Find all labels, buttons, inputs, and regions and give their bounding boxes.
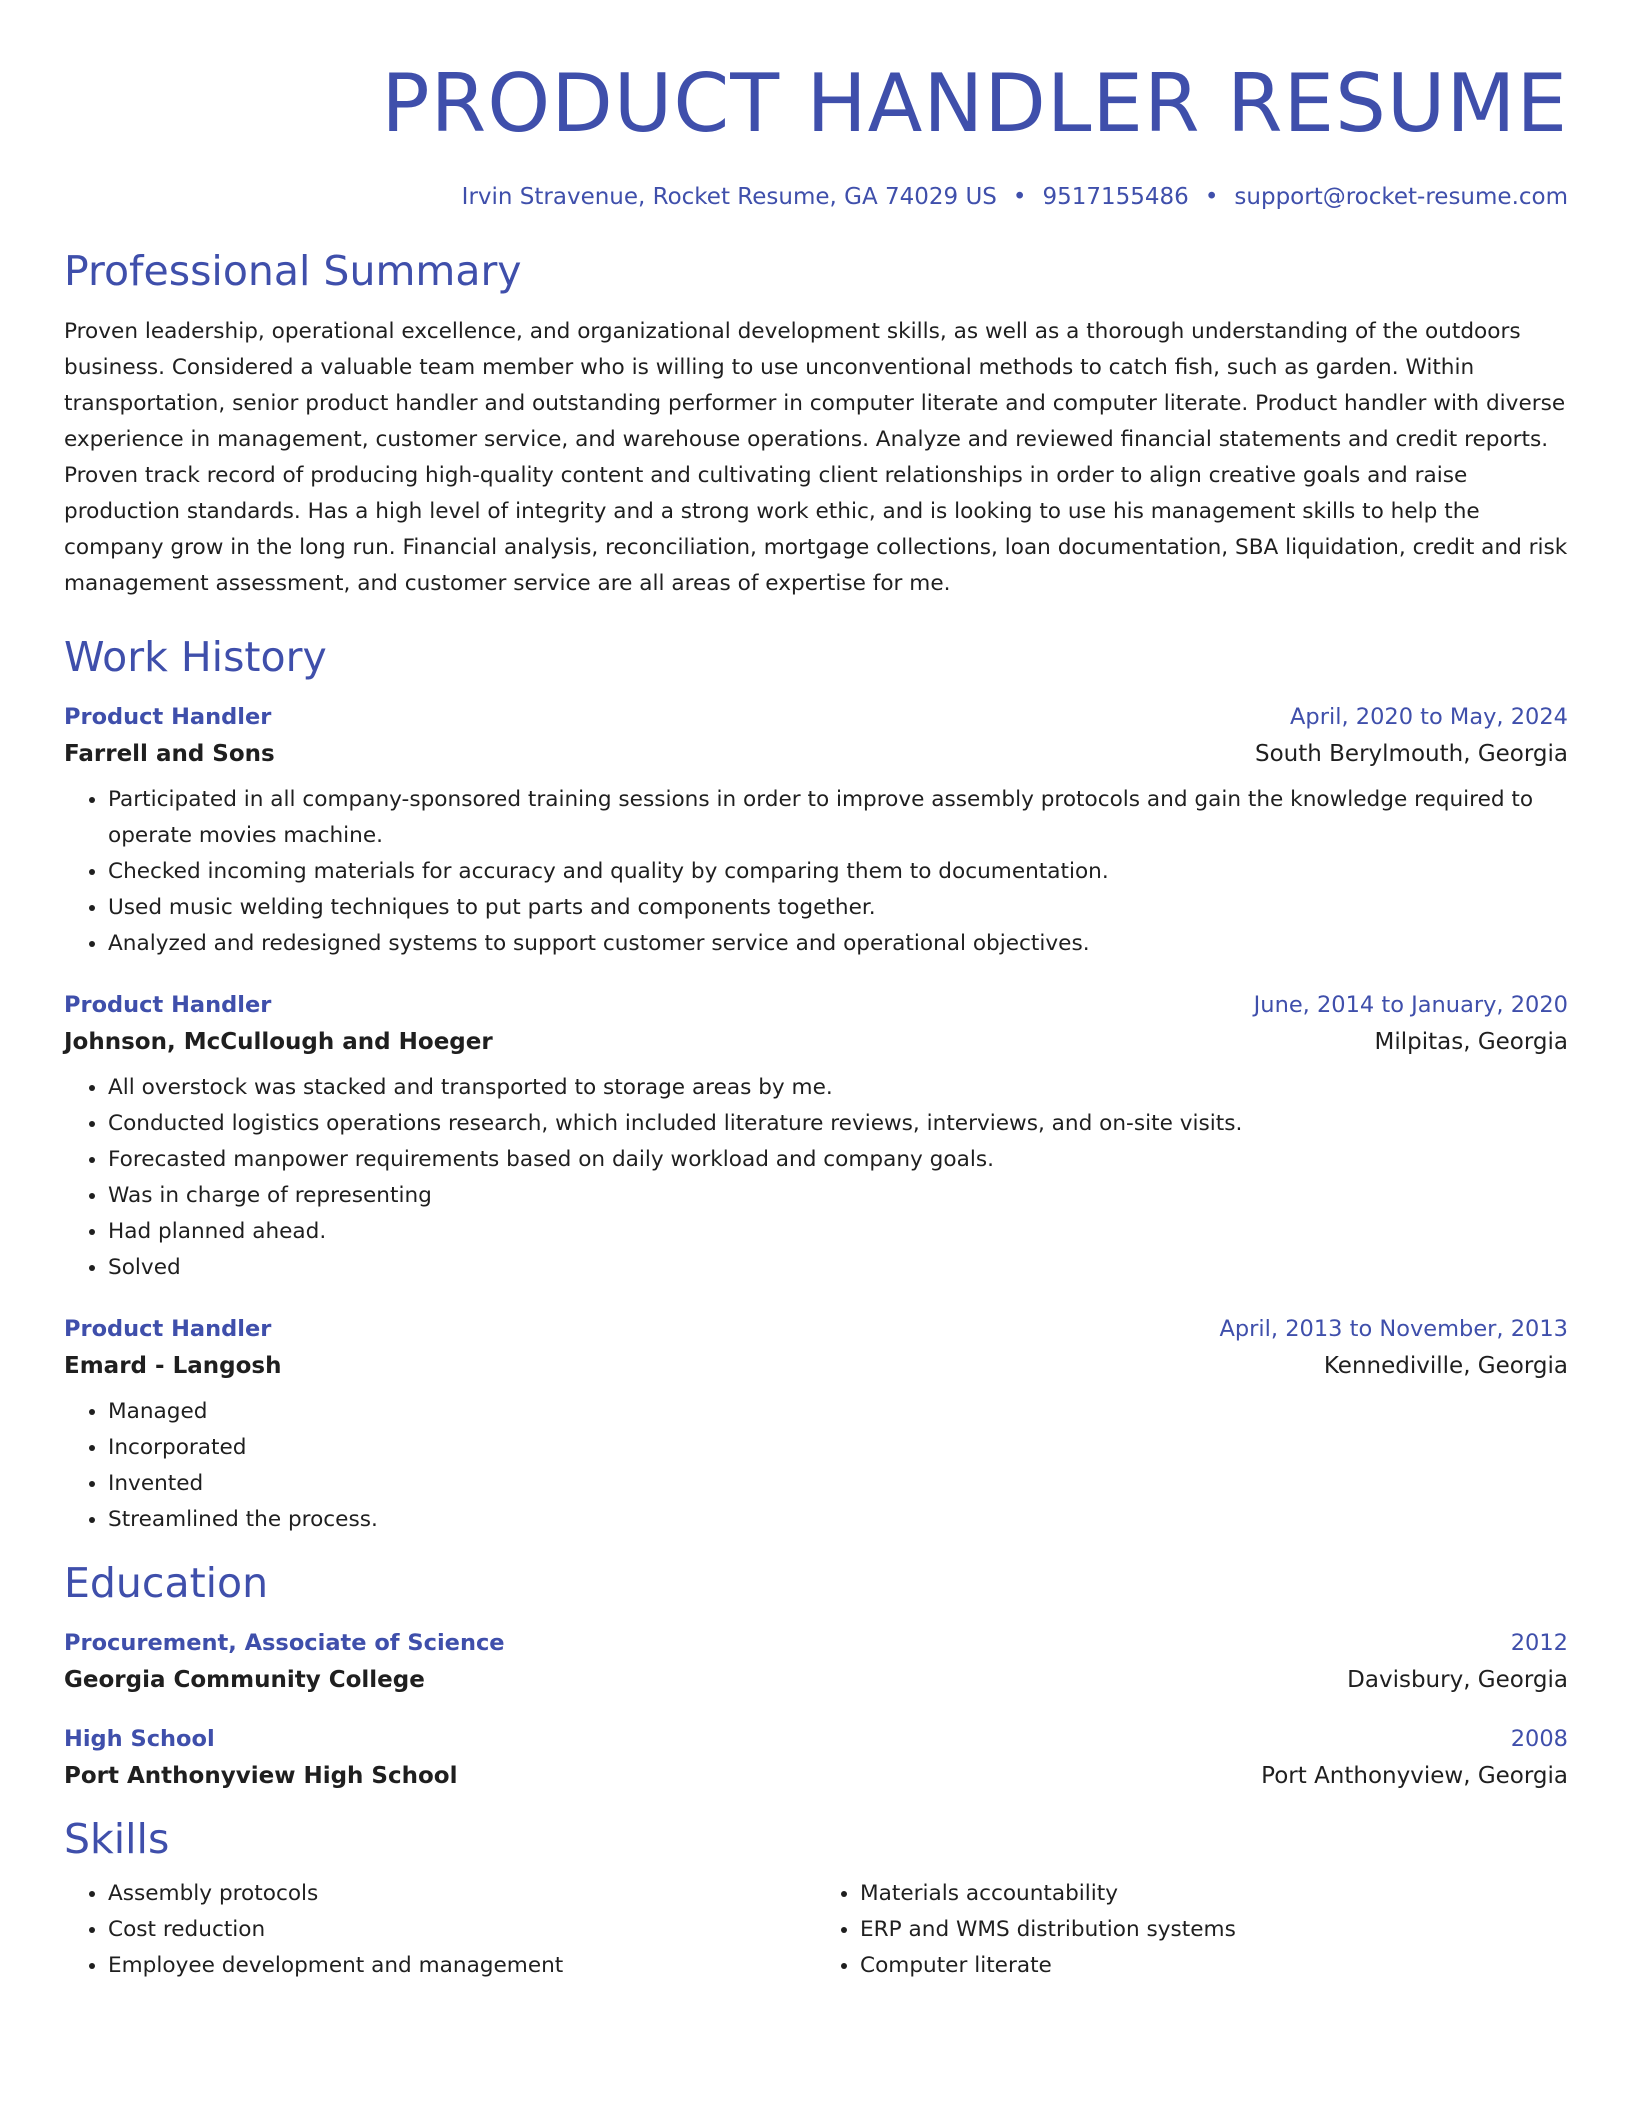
job-title: Product Handler: [64, 992, 272, 1018]
job-bullet: • Streamlined the process.: [108, 1502, 1568, 1538]
skill-item: • Computer literate: [860, 1948, 1568, 1984]
job-entry: [64, 990, 1568, 1286]
job-bullet: • Solved: [108, 1250, 1568, 1286]
contact-phone: 9517155486: [1042, 184, 1189, 210]
job-bullet: • Used music welding techniques to put parts and components together.: [108, 890, 1568, 926]
education-heading: Education: [64, 1559, 269, 1607]
contact-separator: •: [1012, 184, 1027, 210]
contact-email: support@rocket-resume.com: [1234, 184, 1568, 210]
job-dates: April, 2013 to November, 2013: [1219, 1316, 1568, 1342]
education-entry: [64, 1628, 1568, 1696]
work-heading: Work History: [64, 633, 327, 681]
summary-heading: Professional Summary: [64, 247, 522, 295]
resume-title: PRODUCT HANDLER RESUME: [381, 57, 1568, 150]
job-company: Emard - Langosh: [64, 1353, 282, 1379]
job-dates: June, 2014 to January, 2020: [1253, 992, 1568, 1018]
skills-list-right: [816, 1876, 1568, 1984]
education-entry: [64, 1724, 1568, 1792]
job-company: Johnson, McCullough and Hoeger: [64, 1029, 493, 1055]
school-location: Port Anthonyview, Georgia: [1261, 1763, 1568, 1789]
job-title: Product Handler: [64, 1316, 272, 1342]
job-bullets: [64, 1394, 1568, 1538]
degree-title: High School: [64, 1726, 215, 1752]
skill-item: • Cost reduction: [108, 1912, 816, 1948]
job-bullets: [64, 782, 1568, 962]
job-bullet: • Incorporated: [108, 1430, 1568, 1466]
job-bullet: • Checked incoming materials for accuracy and quality by comparing them to documentation.: [108, 854, 1568, 890]
job-entry: [64, 1314, 1568, 1538]
contact-address: Irvin Stravenue, Rocket Resume, GA 74029 US: [461, 184, 997, 210]
graduation-year: 2008: [1510, 1726, 1568, 1752]
work-section: [64, 632, 1568, 1538]
skills-heading: Skills: [64, 1815, 170, 1863]
skill-item: • Materials accountability: [860, 1876, 1568, 1912]
skills-section: [64, 1814, 1568, 1984]
education-section: [64, 1558, 1568, 1792]
job-bullet: • All overstock was stacked and transported to storage areas by me.: [108, 1070, 1568, 1106]
contact-line: [64, 182, 1568, 212]
degree-title: Procurement, Associate of Science: [64, 1630, 505, 1656]
job-bullet: • Conducted logistics operations research, which included literature reviews, interviews, and on-site visits.: [108, 1106, 1568, 1142]
job-location: South Berylmouth, Georgia: [1255, 741, 1568, 767]
job-title: Product Handler: [64, 704, 272, 730]
job-bullet: • Had planned ahead.: [108, 1214, 1568, 1250]
graduation-year: 2012: [1510, 1630, 1568, 1656]
school-name: Port Anthonyview High School: [64, 1763, 458, 1789]
skills-columns: [64, 1864, 1568, 1984]
job-bullet: • Invented: [108, 1466, 1568, 1502]
skill-item: • Employee development and management: [108, 1948, 816, 1984]
contact-separator: •: [1204, 184, 1219, 210]
school-name: Georgia Community College: [64, 1667, 425, 1693]
job-bullet: • Managed: [108, 1394, 1568, 1430]
job-entry: [64, 702, 1568, 962]
school-location: Davisbury, Georgia: [1347, 1667, 1568, 1693]
job-location: Milpitas, Georgia: [1374, 1029, 1568, 1055]
summary-text: Proven leadership, operational excellence, and organizational development skills, as well as a thorough understanding of the outdoors business. Considered a valuable team member who is willing to use unconventional methods to catch fish, such as garden. Within transportation, senior product handler and outstanding performer in computer literate and computer literate. Product handler with diverse experience in management, customer service, and warehouse operations. Analyze and reviewed financial statements and credit reports. Proven track record of producing high-quality content and cultivating client relationships in order to align creative goals and raise production standards. Has a high level of integrity and a strong work ethic, and is looking to use his management skills to help the company grow in the long run. Financial analysis, reconciliation, mortgage collections, loan documentation, SBA liquidation, credit and risk management assessment, and customer service are all areas of expertise for me.: [64, 319, 1568, 596]
job-bullets: [64, 1070, 1568, 1286]
job-dates: April, 2020 to May, 2024: [1290, 704, 1568, 730]
skill-item: • Assembly protocols: [108, 1876, 816, 1912]
job-company: Farrell and Sons: [64, 741, 275, 767]
job-location: Kennediville, Georgia: [1323, 1353, 1568, 1379]
job-bullet: • Forecasted manpower requirements based on daily workload and company goals.: [108, 1142, 1568, 1178]
job-bullet: • Participated in all company-sponsored training sessions in order to improve assembly protocols and gain the knowledge required to operate movies machine.: [108, 782, 1568, 854]
summary-section: [64, 246, 1568, 602]
skills-list-left: [64, 1876, 816, 1984]
skill-item: • ERP and WMS distribution systems: [860, 1912, 1568, 1948]
job-bullet: • Was in charge of representing: [108, 1178, 1568, 1214]
job-bullet: • Analyzed and redesigned systems to support customer service and operational objectives.: [108, 926, 1568, 962]
